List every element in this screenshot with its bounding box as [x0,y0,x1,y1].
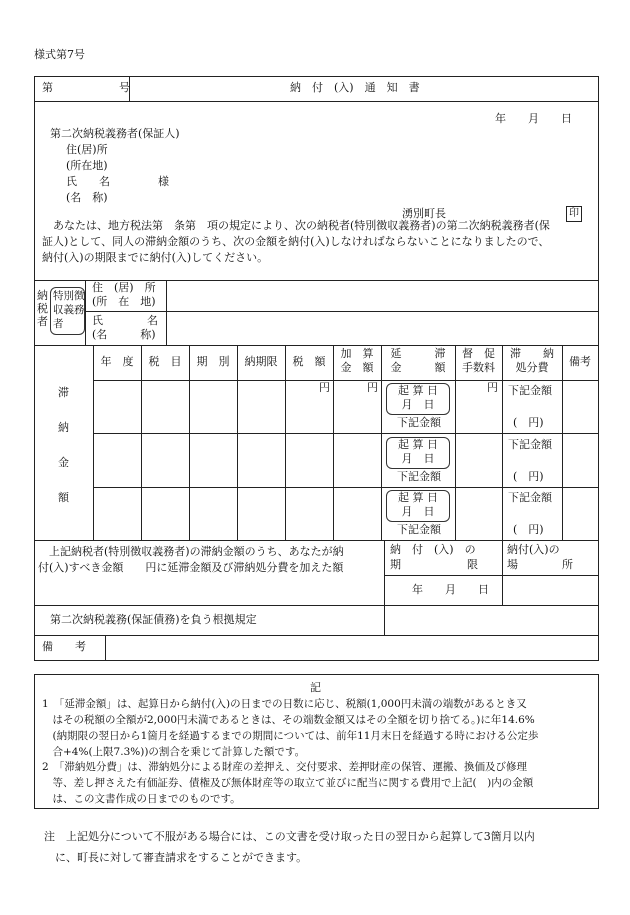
notes-title: 記 [310,681,321,694]
remarks-label: 備 考 [42,640,86,653]
issuer-seal: 印 [566,206,582,222]
address-label: 住(居)所 [66,143,108,156]
header-tax-amount: 税 額 [292,355,326,368]
form-title: 納 付 (入) 通 知 書 [290,81,420,94]
disposal-paren-1: ( 円) [513,416,544,429]
appeal-footnote: 注 上記処分について不服がある場合には、この文書を受け取った日の翌日から起算して3箇月以内 に、町長に対して審査請求をすることができます。 [44,830,535,864]
basis-label: 第二次納税義務(保証債務)を負う根拠規定 [50,613,257,626]
location-label: (所在地) [66,159,108,172]
note-disposal-cost: 2 「滞納処分費」は、滞納処分による財産の差押え、交付要求、差押財産の保管、運搬、換価及び修理 等、差し押さえた有価証券、債権及び無体財産等の取立て並びに配当に関する費用で上記( )内の金額 は、この文書作成の日までのものです。 [42,761,534,805]
header-year: 年 度 [100,355,134,368]
below-amount-2: 下記金額 [397,470,441,483]
header-period: 期 別 [196,355,230,368]
disposal-paren-2: ( 円) [513,470,544,483]
corporate-name-label: (名 称) [66,191,108,204]
arrears-side-label-4: 額 [58,491,69,504]
taxpayer-outer-label: 納税者 [37,289,48,328]
issue-date: 年 月 日 [495,112,572,125]
header-delinquency: 延 滞 金 額 [390,347,446,375]
disposal-amount-2: 下記金額 [508,438,552,451]
name-label: 氏 名 [66,175,110,188]
deadline-date: 年 月 日 [412,583,489,596]
issuer-name: 湧別町長 [402,207,446,220]
arrears-side-label-3: 金 [58,456,69,469]
header-remarks: 備考 [569,355,591,368]
yen-tax: 円 [319,381,330,394]
name-suffix: 様 [158,175,169,188]
disposal-amount-3: 下記金額 [508,491,552,504]
header-additional-tax: 加 算 金 額 [340,347,374,375]
start-date-2: 起 算 日 月 日 [398,438,438,466]
below-amount-3: 下記金額 [397,523,441,536]
disposal-paren-3: ( 円) [513,523,544,536]
below-amount-1: 下記金額 [397,416,441,429]
arrears-side-label-2: 納 [58,421,69,434]
addressee-heading: 第二次納税義務者(保証人) [50,127,180,140]
header-disposal-cost: 滞 納 処分費 [510,347,554,375]
header-tax-item: 税 目 [148,355,182,368]
start-date-3: 起 算 日 月 日 [398,491,438,519]
number-label: 第 号 [42,81,130,94]
note-delinquency: 1 「延滞金額」は、起算日から納付(入)の日までの日数に応じ、税額(1,000円未満の端数があるとき又 はその税額の全額が2,000円未満であるときは、その端数金額又はその全額を切り捨てる。)に年14.6% (納期限の翌日から1箇月を経過するまでの期間については、前年11月末日を経過する時における公定歩 合+4%(上限7.3%))の割合を乗じて計算した額です。 [42,698,539,758]
yen-fee: 円 [487,381,498,394]
form-number: 様式第7号 [34,48,85,61]
header-reminder-fee: 督 促 手数料 [462,347,495,375]
arrears-side-label-1: 滞 [58,386,69,399]
summary-text: 上記納税者(特別徴収義務者)の滞納金額のうち、あなたが納 付(入)すべき金額 円に延滞金額及び滞納処分費を加えた額 [38,545,344,574]
yen-additional: 円 [367,381,378,394]
start-date-1: 起 算 日 月 日 [398,384,438,412]
deadline-label: 納 付 (入) の 期 限 [390,543,478,571]
taxpayer-inner-label: 特別徴収義務者 [53,290,85,330]
header-due-date: 納期限 [244,355,278,368]
intro-text: あなたは、地方税法第 条第 項の規定により、次の納税者(特別徴収義務者)の第二次納税義務者(保 証人)として、同人の滞納金額のうち、次の金額を納付(入)しなければならないことになりましたので、 納付(入)の期限までに納付(入)してください。 [42,219,550,264]
taxpayer-address-label: 住 (居) 所 (所 在 地) [92,281,156,308]
disposal-amount-1: 下記金額 [508,384,552,397]
place-label: 納付(入)の 場 所 [507,543,573,571]
taxpayer-name-label: 氏 名 (名 称) [92,314,158,341]
